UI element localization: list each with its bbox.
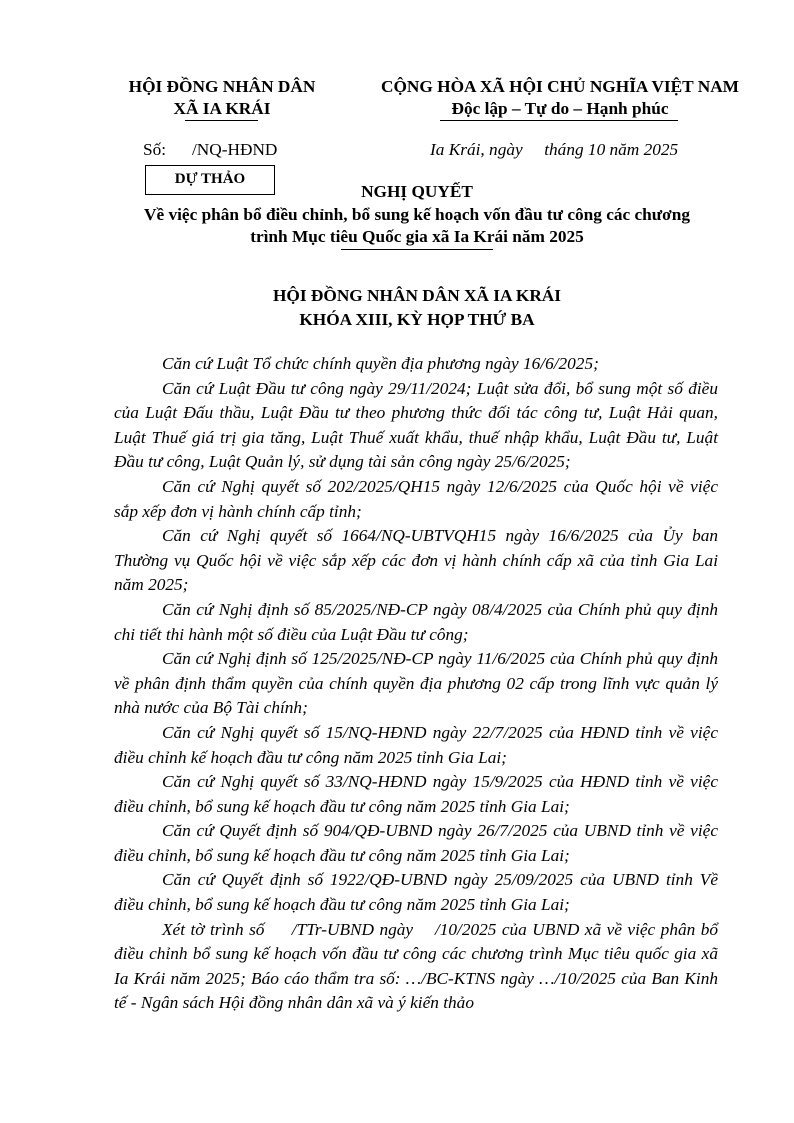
preamble-paragraph: Xét tờ trình số /TTr-UBND ngày /10/2025 của UBND xã về việc phân bổ điều chỉnh bổ sung kế hoạch vốn đầu tư công các chương trình Mục tiêu quốc gia xã Ia Krái năm 2025; Báo cáo thẩm tra số: …/BC-KTNS ngày …/10/2025 của Ban Kinh tế - Ngân sách Hội đồng nhân dân xã và ý kiến thảo xyxy=(114,919,723,1013)
preamble-paragraph: Căn cứ Nghị định số 85/2025/NĐ-CP ngày 08/4/2025 của Chính phủ quy định chi tiết thi hành một số điều của Luật Đầu tư công; xyxy=(114,599,718,644)
issuer-session: KHÓA XIII, KỲ HỌP THỨ BA xyxy=(299,310,535,329)
document-type: NGHỊ QUYẾT xyxy=(361,182,473,201)
document-number: Số: /NQ-HĐND xyxy=(143,140,278,159)
country-name: CỘNG HÒA XÃ HỘI CHỦ NGHĨA VIỆT NAM xyxy=(381,77,739,96)
preamble-paragraph: Căn cứ Nghị quyết số 33/NQ-HĐND ngày 15/9/2025 của HĐND tỉnh về việc điều chỉnh, bổ sung kế hoạch đầu tư công năm 2025 tỉnh Gia Lai; xyxy=(114,772,718,816)
org-name: HỘI ĐỒNG NHÂN DÂN xyxy=(128,77,316,96)
preamble-paragraph: Căn cứ Nghị định số 125/2025/NĐ-CP ngày 11/6/2025 của Chính phủ quy định về phân định thẩm quyền của chính quyền địa phương 02 cấp trong lĩnh vực quản lý nhà nước của Bộ Tài chính; xyxy=(114,649,718,718)
preamble-body xyxy=(114,352,723,1016)
issuer-name: HỘI ĐỒNG NHÂN DÂN XÃ IA KRÁI xyxy=(272,286,562,305)
org-underline xyxy=(185,120,258,121)
place-date: Ia Krái, ngày tháng 10 năm 2025 xyxy=(430,140,679,159)
preamble-paragraph: Căn cứ Nghị quyết số 1664/NQ-UBTVQH15 ngày 16/6/2025 của Ủy ban Thường vụ Quốc hội về việc sắp xếp các đơn vị hành chính cấp xã của tỉnh Gia Lai năm 2025; xyxy=(114,526,718,595)
title-underline xyxy=(341,249,493,250)
subject-line-2: trình Mục tiêu Quốc gia xã Ia Krái năm 2025 xyxy=(250,227,584,246)
national-motto: Độc lập – Tự do – Hạnh phúc xyxy=(451,99,669,118)
preamble-paragraph: Căn cứ Quyết định số 1922/QĐ-UBND ngày 25/09/2025 của UBND tỉnh Về điều chỉnh, bổ sung kế hoạch đầu tư công năm 2025 tỉnh Gia Lai; xyxy=(114,870,718,915)
preamble-paragraph: Căn cứ Nghị quyết số 15/NQ-HĐND ngày 22/7/2025 của HĐND tỉnh về việc điều chỉnh kế hoạch đầu tư công năm 2025 tỉnh Gia Lai; xyxy=(114,722,718,767)
draft-stamp: DỰ THẢO xyxy=(145,165,275,195)
preamble-paragraph: Căn cứ Nghị quyết số 202/2025/QH15 ngày 12/6/2025 của Quốc hội về việc sắp xếp đơn vị hành chính cấp tỉnh; xyxy=(114,476,718,521)
preamble-paragraph: Căn cứ Quyết định số 904/QĐ-UBND ngày 26/7/2025 của UBND tỉnh về việc điều chỉnh, bổ sung kế hoạch đầu tư công năm 2025 tỉnh Gia Lai; xyxy=(114,821,718,865)
motto-underline xyxy=(440,120,678,121)
subject-line-1: Về việc phân bổ điều chỉnh, bổ sung kế hoạch vốn đầu tư công các chương xyxy=(144,205,690,224)
org-commune: XÃ IA KRÁI xyxy=(173,99,271,118)
preamble-paragraph: Căn cứ Luật Tổ chức chính quyền địa phương ngày 16/6/2025; xyxy=(162,354,599,373)
preamble-paragraph: Căn cứ Luật Đầu tư công ngày 29/11/2024; Luật sửa đổi, bổ sung một số điều của Luật Đấu thầu, Luật Đầu tư theo phương thức đối tác công tư, Luật Hải quan, Luật Thuế giá trị gia tăng, Luật Thuế xuất khẩu, thuế nhập khẩu, Luật Đầu tư, Luật Đầu tư công, Luật Quản lý, sử dụng tài sản công ngày 25/6/2025; xyxy=(114,378,718,472)
